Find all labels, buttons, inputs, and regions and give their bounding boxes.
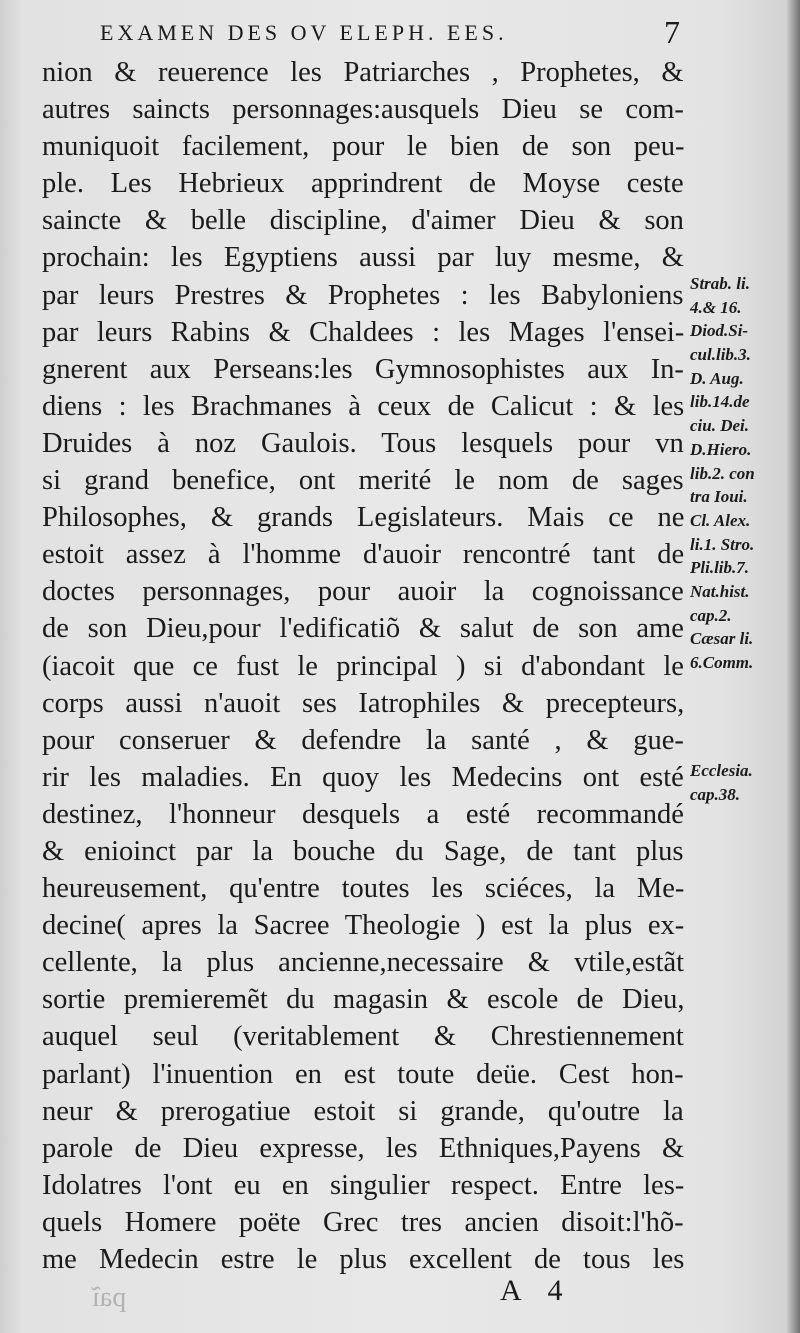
running-header — [100, 14, 680, 50]
margin-note: D.Hiero. — [690, 439, 752, 459]
text-line: rir les maladies. En quoy les Medecins ont esté — [42, 761, 684, 793]
text-line: parlant) l'inuention en est toute deüe. Cest hon- — [42, 1058, 684, 1090]
margin-note: 6.Comm. — [690, 653, 754, 672]
text-line: nion & reuerence les Patriarches , Prophetes, & — [42, 57, 684, 88]
text-line: & enioinct par la bouche du Sage, de tant plus — [42, 835, 684, 867]
text-line: estoit assez à l'homme d'auoir rencontré tant de — [42, 539, 685, 571]
text-line: auquel seul (veritablement & Chrestiennement — [42, 1021, 684, 1053]
text-line: par leurs Prestres & Prophetes : les Babyloniens — [42, 279, 684, 311]
margin-note: Pli.lib.7. — [690, 558, 750, 578]
margin-note: Cæsar li. — [690, 629, 754, 649]
text-line: saincte & belle discipline, d'aimer Dieu & son — [42, 205, 684, 237]
text-line: autres saincts personnages:ausquels Dieu se com- — [42, 94, 684, 126]
running-title: EXAMEN DES OV ELEPH. EES. — [100, 20, 508, 45]
margin-note: lib.14.de — [690, 392, 750, 412]
text-line: Philosophes, & grands Legislateurs. Mais ce ne — [42, 502, 685, 534]
text-line: me Medecin estre le plus excellent de tous les — [42, 1244, 685, 1275]
text-line: neur & prerogatiue estoit si grande, qu'outre la — [42, 1095, 684, 1127]
text-line: corps aussi n'auoit ses Iatrophiles & precepteurs, — [42, 687, 685, 719]
margin-note: li.1. Stro. — [690, 534, 755, 554]
text-line: si grand benefice, ont merité le nom de sages — [42, 465, 684, 497]
text-line: muniquoit facilement, pour le bien de son peu- — [42, 131, 685, 163]
text-line: Idolatres l'ont eu en singulier respect. Entre les- — [42, 1169, 685, 1201]
margin-note: Ecclesia. — [690, 761, 753, 780]
text-line: (iacoit que ce fust le principal ) si d'abondant le — [42, 650, 684, 682]
text-line: par leurs Rabins & Chaldees : les Mages l'ensei- — [42, 316, 685, 348]
bleed-through-text: paĩ — [92, 1282, 127, 1313]
margin-note: cap.38. — [690, 784, 741, 804]
margin-note: cap.2. — [690, 605, 732, 625]
text-line: parole de Dieu expresse, les Ethniques,Payens & — [42, 1132, 685, 1164]
margin-note: Cl. Alex. — [690, 510, 751, 530]
margin-note: Strab. li. — [690, 274, 750, 293]
signature-mark: A 4 — [500, 1274, 573, 1307]
margin-note: 4.& 16. — [690, 297, 742, 317]
body-text — [42, 54, 684, 1278]
text-line: quels Homere poëte Grec tres ancien disoit:l'hõ- — [42, 1206, 684, 1238]
text-line: doctes personnages, pour auoir la cognoissance — [42, 576, 684, 608]
margin-note: lib.2. con — [690, 463, 755, 483]
text-line: de son Dieu,pour l'edificatiõ & salut de son ame — [42, 613, 684, 645]
margin-note: cul.lib.3. — [690, 345, 751, 365]
text-line: heureusement, qu'entre toutes les sciéces, la Me- — [42, 873, 685, 905]
margin-notes — [690, 272, 798, 806]
text-line: pour conseruer & defendre la santé , & gue- — [42, 724, 684, 756]
margin-note: tra Ioui. — [690, 487, 748, 507]
margin-note: ciu. Dei. — [690, 416, 750, 436]
text-line: decine( apres la Sacree Theologie ) est la plus ex- — [42, 910, 685, 942]
text-line: Druides à noz Gaulois. Tous lesquels pour vn — [42, 427, 684, 459]
margin-note: Diod.Si- — [690, 321, 749, 341]
text-line: sortie premieremẽt du magasin & escole de Dieu, — [42, 984, 685, 1016]
page-number: 7 — [664, 14, 680, 50]
text-line: gnerent aux Perseans:les Gymnosophistes aux In- — [42, 353, 684, 385]
text-line: prochain: les Egyptiens aussi par luy mesme, & — [42, 242, 684, 274]
text-line: diens : les Brachmanes à ceux de Calicut : & les — [42, 390, 685, 422]
text-line: destinez, l'honneur desquels a esté recommandé — [42, 798, 684, 830]
margin-note: Nat.hist. — [690, 581, 750, 601]
text-line: ple. Les Hebrieux apprindrent de Moyse ceste — [42, 168, 684, 200]
text-line: cellente, la plus ancienne,necessaire & vtile,estãt — [42, 947, 685, 979]
margin-note: D. Aug. — [690, 368, 744, 388]
